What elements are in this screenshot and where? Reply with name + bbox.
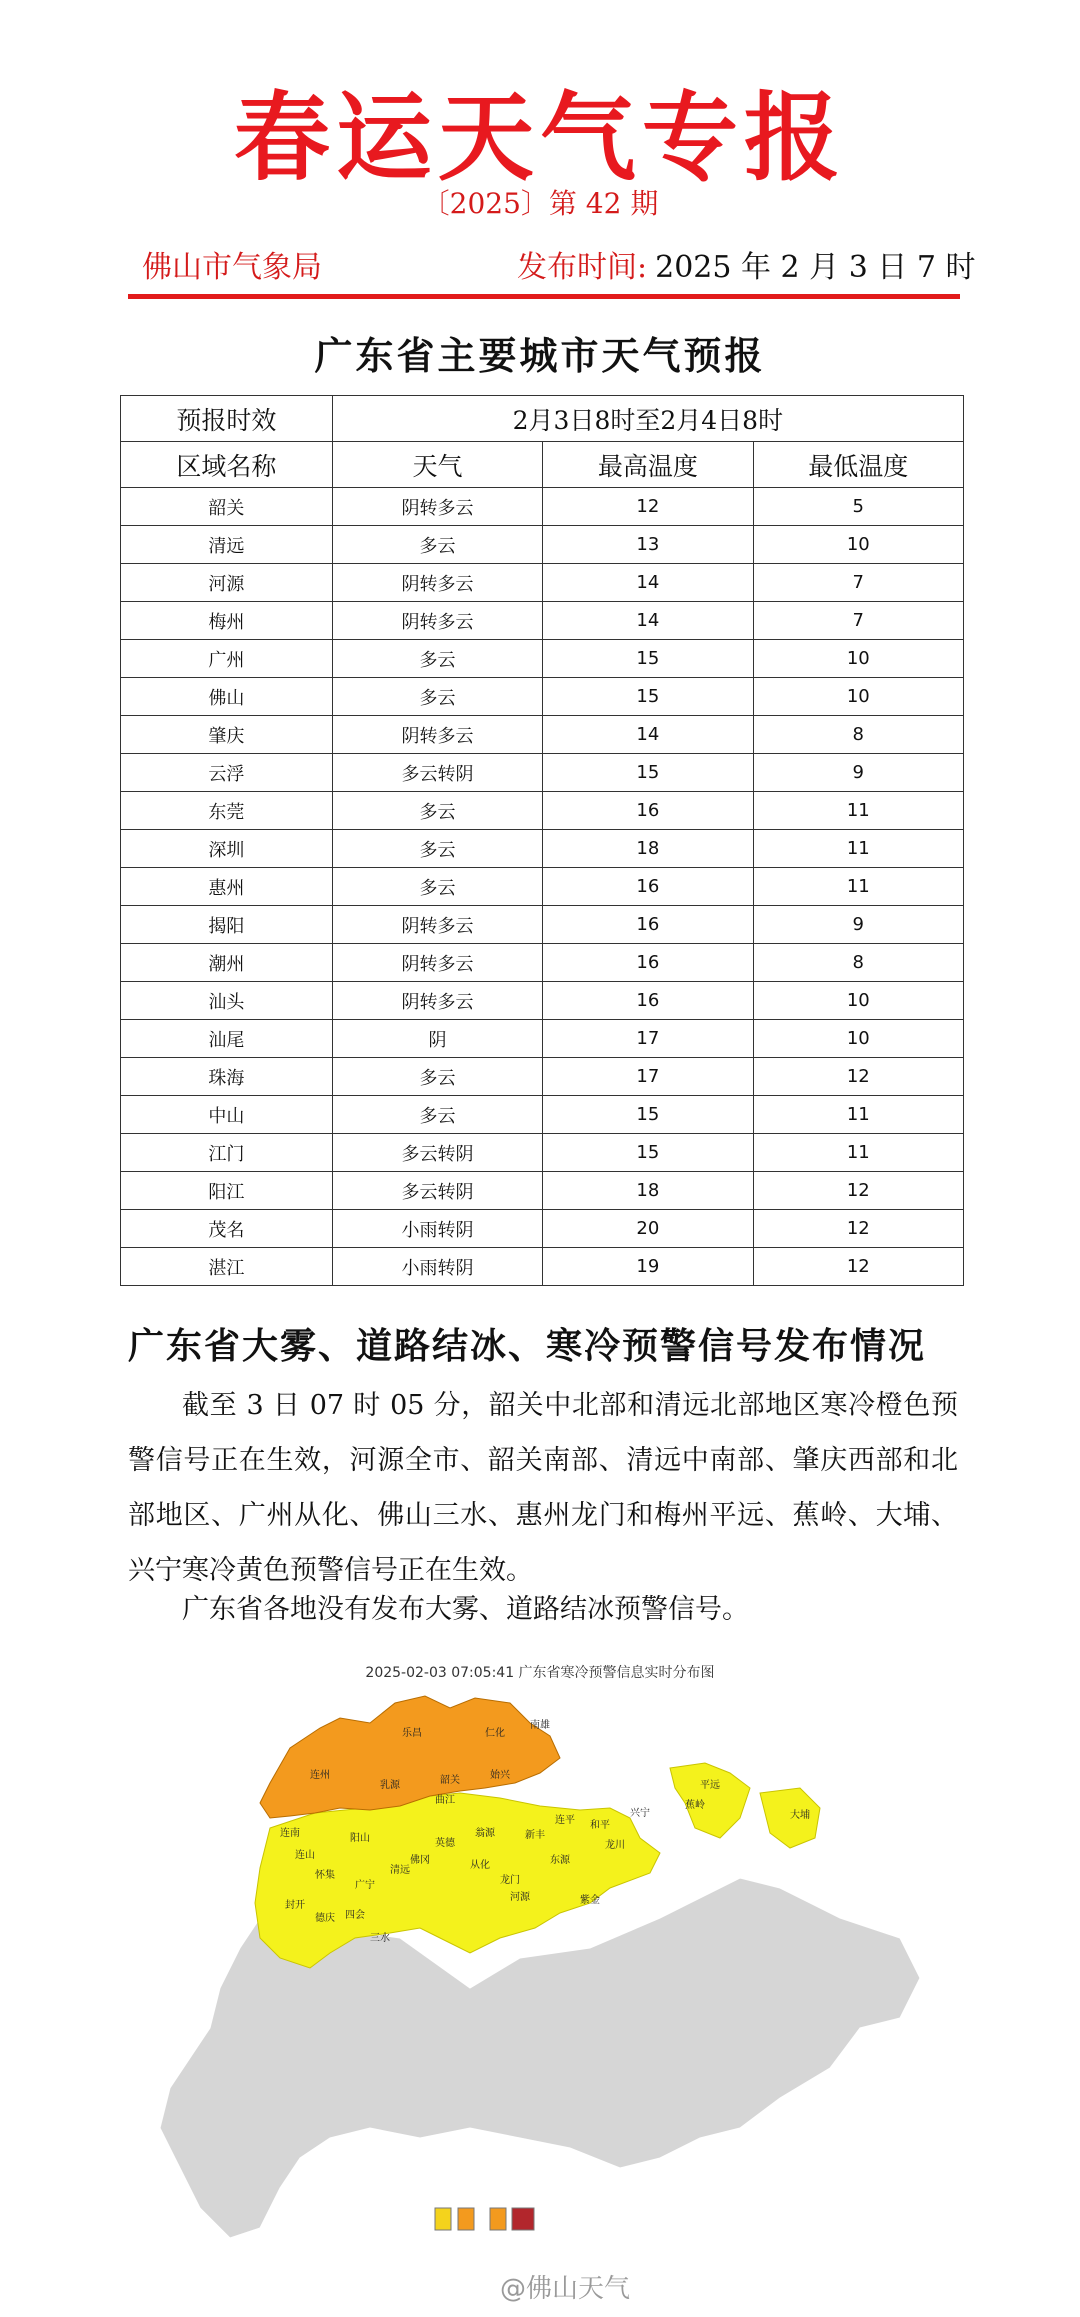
min-temp-cell: 11: [753, 830, 963, 868]
min-temp-cell: 10: [753, 640, 963, 678]
min-temp-cell: 10: [753, 1020, 963, 1058]
legend-red: [490, 2208, 506, 2230]
city-name: 湛江: [121, 1248, 333, 1286]
city-name: 江门: [121, 1134, 333, 1172]
city-name: 潮州: [121, 944, 333, 982]
map-region-orange: [260, 1696, 560, 1818]
max-temp-cell: 14: [543, 564, 753, 602]
forecast-row: [121, 678, 964, 716]
column-header: 最高温度: [543, 442, 753, 488]
weather-cell: 多云: [332, 678, 542, 716]
city-name: 阳江: [121, 1172, 333, 1210]
max-temp-cell: 16: [543, 906, 753, 944]
map-label: 翁源: [475, 1828, 495, 1839]
weather-cell: 小雨转阴: [332, 1210, 542, 1248]
map-label: 曲江: [435, 1795, 455, 1806]
max-temp-cell: 15: [543, 640, 753, 678]
max-temp-cell: 17: [543, 1058, 753, 1096]
period-value: 2月3日8时至2月4日8时: [332, 396, 963, 442]
map-label: 乐昌: [402, 1728, 422, 1739]
map-label: 英德: [435, 1838, 455, 1849]
forecast-title: 广东省主要城市天气预报: [314, 333, 766, 378]
forecast-row: [121, 982, 964, 1020]
max-temp-cell: 20: [543, 1210, 753, 1248]
forecast-row: [121, 602, 964, 640]
min-temp-cell: 10: [753, 982, 963, 1020]
map-label: 封开: [285, 1900, 305, 1911]
map-label: 兴宁: [630, 1808, 650, 1819]
weather-cell: 多云: [332, 792, 542, 830]
forecast-row: [121, 640, 964, 678]
weather-cell: 多云: [332, 868, 542, 906]
issue-number: 〔2025〕第 42 期: [421, 187, 659, 220]
legend-orange: [458, 2208, 474, 2230]
map-label: 四会: [345, 1910, 365, 1921]
max-temp-cell: 14: [543, 716, 753, 754]
map-label: 佛冈: [410, 1855, 430, 1866]
max-temp-cell: 17: [543, 1020, 753, 1058]
weather-cell: 阴转多云: [332, 906, 542, 944]
column-header-row: [121, 442, 964, 488]
weather-cell: 多云: [332, 526, 542, 564]
column-header: 最低温度: [753, 442, 963, 488]
max-temp-cell: 15: [543, 678, 753, 716]
forecast-row: [121, 1020, 964, 1058]
min-temp-cell: 11: [753, 1096, 963, 1134]
map-label: 南雄: [530, 1720, 550, 1731]
forecast-row: [121, 792, 964, 830]
map-label: 大埔: [790, 1810, 810, 1821]
forecast-row: [121, 906, 964, 944]
min-temp-cell: 10: [753, 526, 963, 564]
column-header: 天气: [332, 442, 542, 488]
map-label: 紫金: [580, 1895, 600, 1906]
map-label: 怀集: [315, 1870, 335, 1881]
map-label: 连平: [555, 1815, 575, 1826]
city-name: 汕头: [121, 982, 333, 1020]
weather-cell: 阴转多云: [332, 488, 542, 526]
forecast-row: [121, 716, 964, 754]
forecast-row: [121, 488, 964, 526]
city-name: 佛山: [121, 678, 333, 716]
forecast-row: [121, 1058, 964, 1096]
weather-cell: 阴: [332, 1020, 542, 1058]
min-temp-cell: 12: [753, 1058, 963, 1096]
city-name: 云浮: [121, 754, 333, 792]
header-divider: [128, 294, 960, 299]
map-label: 连山: [295, 1850, 315, 1861]
min-temp-cell: 10: [753, 678, 963, 716]
min-temp-cell: 8: [753, 944, 963, 982]
max-temp-cell: 18: [543, 1172, 753, 1210]
map-label: 龙川: [605, 1840, 625, 1851]
legend-yellow: [435, 2208, 451, 2230]
warning-title: 广东省大雾、道路结冰、寒冷预警信号发布情况: [128, 1325, 927, 1367]
min-temp-cell: 11: [753, 792, 963, 830]
publish-time-label: 发布时间:: [517, 250, 648, 285]
map-label: 和平: [590, 1820, 610, 1831]
map-label: 韶关: [440, 1775, 460, 1786]
publish-time-value: 2025 年 2 月 3 日 7 时: [655, 250, 976, 285]
min-temp-cell: 12: [753, 1210, 963, 1248]
max-temp-cell: 19: [543, 1248, 753, 1286]
city-name: 惠州: [121, 868, 333, 906]
max-temp-cell: 16: [543, 792, 753, 830]
forecast-row: [121, 868, 964, 906]
publish-time: [517, 242, 975, 286]
city-name: 揭阳: [121, 906, 333, 944]
warning-paragraph: 截至 3 日 07 时 05 分，韶关中北部和清远北部地区寒冷橙色预警信号正在生效，河源全市、韶关南部、清远中南部、肇庆西部和北部地区、广州从化、佛山三水、惠州龙门和梅州平远、蕉岭、大埔、兴宁寒冷黄色预警信号正在生效。: [128, 1390, 958, 1586]
max-temp-cell: 14: [543, 602, 753, 640]
max-temp-cell: 16: [543, 944, 753, 982]
map-label: 连南: [280, 1828, 300, 1839]
min-temp-cell: 11: [753, 1134, 963, 1172]
map-label: 新丰: [525, 1830, 545, 1841]
forecast-row: [121, 526, 964, 564]
max-temp-cell: 16: [543, 982, 753, 1020]
map-label: 清远: [390, 1865, 410, 1876]
report-title: 春运天气专报: [234, 82, 846, 194]
map-label: 平远: [700, 1780, 720, 1791]
map-label: 仁化: [485, 1728, 505, 1739]
max-temp-cell: 15: [543, 754, 753, 792]
min-temp-cell: 7: [753, 602, 963, 640]
forecast-row: [121, 564, 964, 602]
map-caption: 2025-02-03 07:05:41 广东省寒冷预警信息实时分布图: [365, 1665, 715, 1681]
city-name: 深圳: [121, 830, 333, 868]
city-name: 清远: [121, 526, 333, 564]
min-temp-cell: 7: [753, 564, 963, 602]
weather-cell: 多云转阴: [332, 1172, 542, 1210]
min-temp-cell: 9: [753, 754, 963, 792]
min-temp-cell: 8: [753, 716, 963, 754]
weather-cell: 阴转多云: [332, 716, 542, 754]
map-label: 广宁: [355, 1880, 375, 1891]
max-temp-cell: 15: [543, 1134, 753, 1172]
forecast-row: [121, 1248, 964, 1286]
min-temp-cell: 12: [753, 1172, 963, 1210]
warning-paragraph: 广东省各地没有发布大雾、道路结冰预警信号。: [182, 1594, 749, 1625]
weather-cell: 阴转多云: [332, 564, 542, 602]
min-temp-cell: 11: [753, 868, 963, 906]
forecast-row: [121, 754, 964, 792]
city-name: 东莞: [121, 792, 333, 830]
max-temp-cell: 12: [543, 488, 753, 526]
city-name: 中山: [121, 1096, 333, 1134]
weather-cell: 小雨转阴: [332, 1248, 542, 1286]
forecast-row: [121, 1172, 964, 1210]
city-name: 珠海: [121, 1058, 333, 1096]
city-name: 梅州: [121, 602, 333, 640]
warning-map: [140, 1688, 940, 2248]
weather-cell: 阴转多云: [332, 602, 542, 640]
city-name: 河源: [121, 564, 333, 602]
city-name: 茂名: [121, 1210, 333, 1248]
forecast-row: [121, 1096, 964, 1134]
map-label: 始兴: [490, 1770, 510, 1781]
watermark: @佛山天气: [500, 2274, 631, 2304]
min-temp-cell: 12: [753, 1248, 963, 1286]
city-name: 汕尾: [121, 1020, 333, 1058]
map-label: 乳源: [380, 1780, 400, 1791]
map-label: 河源: [510, 1892, 530, 1903]
map-label: 德庆: [315, 1913, 335, 1924]
period-label: 预报时效: [121, 396, 333, 442]
max-temp-cell: 18: [543, 830, 753, 868]
city-name: 广州: [121, 640, 333, 678]
weather-cell: 多云: [332, 1096, 542, 1134]
column-header: 区域名称: [121, 442, 333, 488]
weather-cell: 阴转多云: [332, 982, 542, 1020]
forecast-row: [121, 944, 964, 982]
weather-cell: 阴转多云: [332, 944, 542, 982]
max-temp-cell: 13: [543, 526, 753, 564]
max-temp-cell: 15: [543, 1096, 753, 1134]
weather-cell: 多云: [332, 1058, 542, 1096]
map-label: 三水: [370, 1933, 390, 1944]
weather-cell: 多云: [332, 640, 542, 678]
weather-cell: 多云转阴: [332, 1134, 542, 1172]
weather-cell: 多云: [332, 830, 542, 868]
max-temp-cell: 16: [543, 868, 753, 906]
city-name: 韶关: [121, 488, 333, 526]
city-name: 肇庆: [121, 716, 333, 754]
forecast-row: [121, 830, 964, 868]
min-temp-cell: 5: [753, 488, 963, 526]
map-label: 从化: [470, 1860, 490, 1871]
forecast-table: [120, 395, 964, 1286]
map-label: 龙门: [500, 1875, 520, 1886]
map-label: 阳山: [350, 1833, 370, 1844]
map-label: 连州: [310, 1770, 330, 1781]
map-label: 蕉岭: [685, 1800, 705, 1811]
legend-darkred: [512, 2208, 534, 2230]
forecast-row: [121, 1210, 964, 1248]
agency-name: 佛山市气象局: [142, 250, 322, 285]
map-label: 东源: [550, 1855, 570, 1866]
forecast-row: [121, 1134, 964, 1172]
weather-cell: 多云转阴: [332, 754, 542, 792]
min-temp-cell: 9: [753, 906, 963, 944]
map-region-yellow: [670, 1763, 750, 1838]
period-row: [121, 396, 964, 442]
